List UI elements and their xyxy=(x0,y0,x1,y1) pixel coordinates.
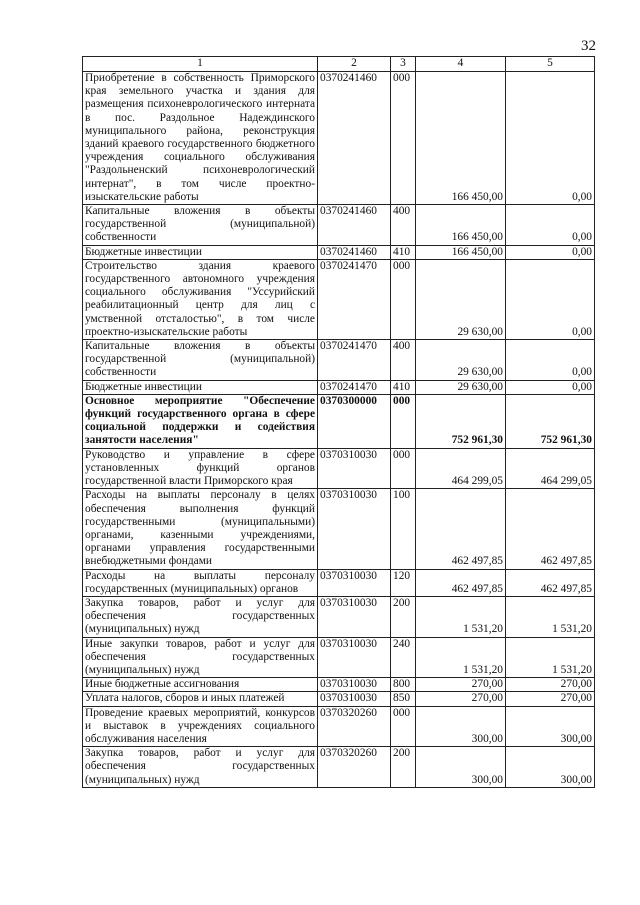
row-name-cell: Уплата налогов, сборов и иных платежей xyxy=(83,692,318,706)
row-value-col4: 29 630,00 xyxy=(416,259,506,339)
row-kind-cell: 000 xyxy=(391,394,416,448)
row-kind-cell: 400 xyxy=(391,205,416,246)
row-name-cell: Бюджетные инвестиции xyxy=(83,380,318,394)
row-value-col4: 29 630,00 xyxy=(416,340,506,381)
row-kind-cell: 000 xyxy=(391,706,416,747)
budget-table xyxy=(82,56,595,788)
row-name-cell: Руководство и управление в сфере установленных функций органов государственной власти Приморского края xyxy=(83,448,318,489)
row-name-cell: Бюджетные инвестиции xyxy=(83,245,318,259)
row-code-cell: 0370310030 xyxy=(318,692,391,706)
table-row xyxy=(83,747,595,788)
row-name-cell: Капитальные вложения в объекты государственной (муниципальной) собственности xyxy=(83,340,318,381)
table-row xyxy=(83,692,595,706)
row-value-col4: 752 961,30 xyxy=(416,394,506,448)
row-kind-cell: 000 xyxy=(391,259,416,339)
row-kind-cell: 410 xyxy=(391,380,416,394)
table-row xyxy=(83,596,595,637)
row-value-col4: 166 450,00 xyxy=(416,205,506,246)
row-value-col5: 0,00 xyxy=(506,245,595,259)
row-code-cell: 0370320260 xyxy=(318,706,391,747)
row-code-cell: 0370300000 xyxy=(318,394,391,448)
row-value-col5: 270,00 xyxy=(506,692,595,706)
row-name-cell: Расходы на выплаты персоналу государственных (муниципальных) органов xyxy=(83,569,318,596)
row-name-cell: Основное мероприятие "Обеспечение функций государственного органа в сфере социальной поддержки и содействия занятости населения" xyxy=(83,394,318,448)
table-row xyxy=(83,489,595,569)
row-value-col4: 1 531,20 xyxy=(416,637,506,678)
row-name-cell: Иные закупки товаров, работ и услуг для обеспечения государственных (муниципальных) нужд xyxy=(83,637,318,678)
row-name-cell: Закупка товаров, работ и услуг для обеспечения государственных (муниципальных) нужд xyxy=(83,596,318,637)
row-value-col4: 1 531,20 xyxy=(416,596,506,637)
row-value-col4: 270,00 xyxy=(416,692,506,706)
row-value-col5: 462 497,85 xyxy=(506,569,595,596)
row-kind-cell: 850 xyxy=(391,692,416,706)
row-kind-cell: 200 xyxy=(391,596,416,637)
row-code-cell: 0370241470 xyxy=(318,380,391,394)
row-value-col5: 0,00 xyxy=(506,340,595,381)
row-value-col5: 1 531,20 xyxy=(506,596,595,637)
row-value-col4: 462 497,85 xyxy=(416,569,506,596)
table-row xyxy=(83,380,595,394)
row-value-col5: 0,00 xyxy=(506,259,595,339)
row-code-cell: 0370310030 xyxy=(318,569,391,596)
header-col-3: 3 xyxy=(391,57,416,72)
row-kind-cell: 000 xyxy=(391,448,416,489)
row-code-cell: 0370310030 xyxy=(318,596,391,637)
row-code-cell: 0370310030 xyxy=(318,637,391,678)
table-row xyxy=(83,637,595,678)
row-value-col5: 0,00 xyxy=(506,380,595,394)
row-code-cell: 0370241460 xyxy=(318,205,391,246)
row-value-col5: 752 961,30 xyxy=(506,394,595,448)
row-code-cell: 0370310030 xyxy=(318,678,391,692)
page-number: 32 xyxy=(581,38,596,54)
row-name-cell: Расходы на выплаты персоналу в целях обеспечения выполнения функций государственными (муниципальными) органами, казенными учреждениями, органами управления государственными внебюджетными фондами xyxy=(83,489,318,569)
row-code-cell: 0370241460 xyxy=(318,245,391,259)
row-kind-cell: 120 xyxy=(391,569,416,596)
row-value-col4: 464 299,05 xyxy=(416,448,506,489)
table-row xyxy=(83,678,595,692)
header-col-5: 5 xyxy=(506,57,595,72)
row-value-col4: 166 450,00 xyxy=(416,72,506,205)
table-row xyxy=(83,394,595,448)
row-value-col5: 462 497,85 xyxy=(506,489,595,569)
row-value-col5: 0,00 xyxy=(506,205,595,246)
row-kind-cell: 240 xyxy=(391,637,416,678)
table-row xyxy=(83,259,595,339)
row-value-col5: 464 299,05 xyxy=(506,448,595,489)
table-row xyxy=(83,569,595,596)
row-value-col4: 29 630,00 xyxy=(416,380,506,394)
row-value-col4: 300,00 xyxy=(416,706,506,747)
row-value-col4: 462 497,85 xyxy=(416,489,506,569)
table-header-row xyxy=(83,57,595,72)
row-kind-cell: 000 xyxy=(391,72,416,205)
row-name-cell: Приобретение в собственность Приморского края земельного участка и здания для размещения психоневрологического интерната в пос. Раздольное Надеждинского муниципального района, реконструкция зданий краевого государственного бюджетного учреждения социального обслуживания "Раздольненский психоневрологический интернат", в том числе проектно-изыскательские работы xyxy=(83,72,318,205)
row-kind-cell: 410 xyxy=(391,245,416,259)
row-code-cell: 0370310030 xyxy=(318,489,391,569)
row-value-col5: 1 531,20 xyxy=(506,637,595,678)
row-value-col4: 270,00 xyxy=(416,678,506,692)
table-row xyxy=(83,205,595,246)
row-value-col5: 300,00 xyxy=(506,747,595,788)
row-code-cell: 0370241470 xyxy=(318,259,391,339)
row-code-cell: 0370320260 xyxy=(318,747,391,788)
header-col-4: 4 xyxy=(416,57,506,72)
row-code-cell: 0370241460 xyxy=(318,72,391,205)
row-value-col5: 0,00 xyxy=(506,72,595,205)
row-code-cell: 0370310030 xyxy=(318,448,391,489)
row-value-col4: 300,00 xyxy=(416,747,506,788)
table-row xyxy=(83,448,595,489)
row-value-col4: 166 450,00 xyxy=(416,245,506,259)
table-row xyxy=(83,340,595,381)
table-row xyxy=(83,245,595,259)
row-code-cell: 0370241470 xyxy=(318,340,391,381)
row-name-cell: Проведение краевых мероприятий, конкурсов и выставок в учреждениях социального обслуживания населения xyxy=(83,706,318,747)
row-kind-cell: 100 xyxy=(391,489,416,569)
row-kind-cell: 200 xyxy=(391,747,416,788)
row-name-cell: Строительство здания краевого государственного автономного учреждения социального обслуживания "Уссурийский реабилитационный центр для лиц с умственной отсталостью", в том числе проектно-изыскательские работы xyxy=(83,259,318,339)
row-kind-cell: 800 xyxy=(391,678,416,692)
header-col-1: 1 xyxy=(83,57,318,72)
table-row xyxy=(83,72,595,205)
row-kind-cell: 400 xyxy=(391,340,416,381)
table-row xyxy=(83,706,595,747)
row-name-cell: Капитальные вложения в объекты государственной (муниципальной) собственности xyxy=(83,205,318,246)
row-name-cell: Иные бюджетные ассигнования xyxy=(83,678,318,692)
row-value-col5: 270,00 xyxy=(506,678,595,692)
header-col-2: 2 xyxy=(318,57,391,72)
budget-table-body xyxy=(83,57,595,788)
row-name-cell: Закупка товаров, работ и услуг для обеспечения государственных (муниципальных) нужд xyxy=(83,747,318,788)
row-value-col5: 300,00 xyxy=(506,706,595,747)
